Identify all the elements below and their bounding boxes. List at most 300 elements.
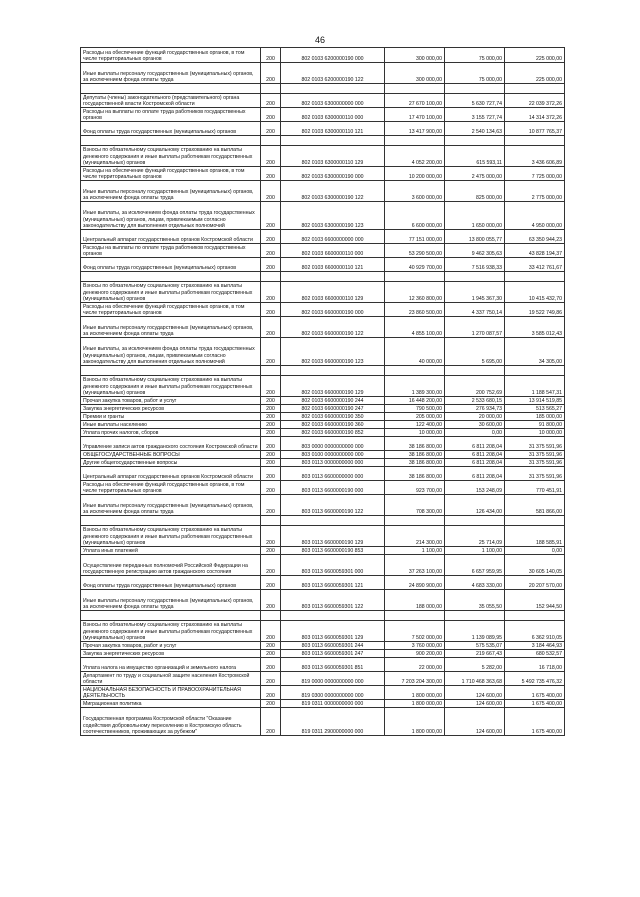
row-budget-code: 802 0103 6300000110 129 (281, 146, 385, 167)
row-budget-code: 803 0000 0000000000 000 (281, 437, 385, 451)
row-budget-code: 802 0103 6600000190 360 (281, 421, 385, 429)
table-row (81, 405, 565, 413)
row-unexecuted: 13 914 519,85 (505, 397, 565, 405)
row-executed: 13 800 055,77 (445, 230, 505, 244)
row-approved: 37 263 100,00 (385, 555, 445, 576)
row-approved: 300 000,00 (385, 48, 445, 63)
row-admin-code: 200 (261, 48, 281, 63)
row-admin-code (261, 84, 281, 94)
row-unexecuted: 16 718,00 (505, 658, 565, 672)
row-executed: 6 811 208,04 (445, 437, 505, 451)
row-executed: 4 683 330,00 (445, 576, 505, 590)
row-budget-code: 802 0103 6300000190 123 (281, 202, 385, 230)
row-unexecuted: 7 725 000,00 (505, 167, 565, 181)
row-name: Центральный аппарат государственных органов Костромской области (81, 467, 261, 481)
row-admin-code (261, 516, 281, 526)
row-budget-code: 819 0311 2900000000 000 (281, 708, 385, 736)
row-executed: 1 650 000,00 (445, 202, 505, 230)
row-budget-code: 803 0100 0000000000 000 (281, 451, 385, 459)
row-admin-code: 200 (261, 397, 281, 405)
row-name (81, 366, 261, 376)
row-executed: 575 535,07 (445, 642, 505, 650)
row-budget-code: 803 0113 6600059301 122 (281, 590, 385, 611)
row-name: Расходы на обеспечение функций государственных органов, в том числе территориальных органов (81, 481, 261, 495)
row-unexecuted: 31 375 591,96 (505, 451, 565, 459)
row-unexecuted: 1 188 547,31 (505, 376, 565, 397)
table-row (81, 658, 565, 672)
table-row (81, 181, 565, 202)
table-row (81, 108, 565, 122)
row-budget-code (281, 611, 385, 621)
row-approved (385, 611, 445, 621)
row-approved: 38 186 800,00 (385, 467, 445, 481)
row-unexecuted: 10 877 765,37 (505, 122, 565, 136)
table-row (81, 642, 565, 650)
row-name: Осуществление переданных полномочий Российской Федерации на государственную регистрацию актов гражданского состояния (81, 555, 261, 576)
row-executed: 6 657 959,95 (445, 555, 505, 576)
row-approved: 3 600 000,00 (385, 181, 445, 202)
row-budget-code (281, 366, 385, 376)
row-admin-code: 200 (261, 686, 281, 700)
table-row (81, 650, 565, 658)
row-name: Департамент по труду и социальной защите населения Костромской области (81, 672, 261, 686)
row-name: Взносы по обязательному социальному страхованию на выплаты денежного содержания и иные выплаты работникам государственных (муниципальных) органов (81, 282, 261, 303)
row-budget-code: 803 0113 6600000190 122 (281, 495, 385, 516)
row-budget-code: 802 0103 6600000190 000 (281, 303, 385, 317)
row-admin-code: 200 (261, 650, 281, 658)
row-admin-code: 200 (261, 658, 281, 672)
row-unexecuted (505, 611, 565, 621)
row-admin-code: 200 (261, 63, 281, 84)
table-row (81, 63, 565, 84)
row-approved: 790 500,00 (385, 405, 445, 413)
row-name: Расходы на обеспечение функций государственных органов, в том числе территориальных органов (81, 48, 261, 63)
row-approved: 7 203 204 300,00 (385, 672, 445, 686)
table-row (81, 244, 565, 258)
row-admin-code: 200 (261, 526, 281, 547)
row-admin-code (261, 272, 281, 282)
row-executed: 75 000,00 (445, 63, 505, 84)
row-admin-code: 200 (261, 181, 281, 202)
row-name: Расходы на обеспечение функций государственных органов, в том числе территориальных органов (81, 303, 261, 317)
row-budget-code: 802 0103 6300000190 122 (281, 181, 385, 202)
table-row (81, 421, 565, 429)
table-row (81, 48, 565, 63)
row-admin-code: 200 (261, 459, 281, 467)
row-unexecuted: 31 375 591,96 (505, 437, 565, 451)
row-admin-code: 200 (261, 429, 281, 437)
row-executed: 5 282,00 (445, 658, 505, 672)
row-approved: 12 360 800,00 (385, 282, 445, 303)
row-unexecuted: 1 675 400,00 (505, 708, 565, 736)
row-name (81, 516, 261, 526)
row-unexecuted: 152 944,50 (505, 590, 565, 611)
row-budget-code: 802 0103 6600000110 000 (281, 244, 385, 258)
row-name (81, 84, 261, 94)
row-unexecuted: 770 451,91 (505, 481, 565, 495)
row-executed: 9 462 305,63 (445, 244, 505, 258)
table-row (81, 459, 565, 467)
budget-table (80, 47, 565, 736)
row-name: Иные выплаты персоналу государственных (муниципальных) органов, за исключением фонда оплаты труда (81, 317, 261, 338)
row-unexecuted: 43 828 194,37 (505, 244, 565, 258)
row-name: Иные выплаты, за исключением фонда оплаты труда государственных (муниципальных) органов, лицам, привлекаемым согласно законодательству для выполнения отдельных полномочий (81, 338, 261, 366)
row-admin-code: 200 (261, 708, 281, 736)
row-name: Уплата налога на имущество организаций и земельного налога (81, 658, 261, 672)
row-budget-code: 803 0113 6600059301 129 (281, 621, 385, 642)
row-executed: 615 593,11 (445, 146, 505, 167)
table-row (81, 167, 565, 181)
row-admin-code: 200 (261, 338, 281, 366)
row-approved: 205 000,00 (385, 413, 445, 421)
row-admin-code: 200 (261, 303, 281, 317)
row-approved: 122 400,00 (385, 421, 445, 429)
row-name: Взносы по обязательному социальному страхованию на выплаты денежного содержания и иные выплаты работникам государственных (муниципальных) органов (81, 526, 261, 547)
row-admin-code: 200 (261, 167, 281, 181)
row-executed: 124 600,00 (445, 700, 505, 708)
row-budget-code: 802 0103 6600000190 852 (281, 429, 385, 437)
row-budget-code (281, 84, 385, 94)
table-row (81, 122, 565, 136)
table-row (81, 413, 565, 421)
table-row (81, 317, 565, 338)
row-approved (385, 272, 445, 282)
row-approved: 4 052 200,00 (385, 146, 445, 167)
row-executed: 30 600,00 (445, 421, 505, 429)
row-budget-code: 803 0113 6600059301 121 (281, 576, 385, 590)
row-approved (385, 366, 445, 376)
row-approved: 1 800 000,00 (385, 700, 445, 708)
table-row (81, 700, 565, 708)
table-row (81, 272, 565, 282)
row-admin-code: 200 (261, 244, 281, 258)
row-executed: 3 155 727,74 (445, 108, 505, 122)
row-approved: 38 186 800,00 (385, 437, 445, 451)
row-unexecuted: 22 039 372,26 (505, 94, 565, 108)
table-row (81, 451, 565, 459)
row-unexecuted: 10 000,00 (505, 429, 565, 437)
row-name: Премии и гранты (81, 413, 261, 421)
row-unexecuted: 1 675 400,00 (505, 686, 565, 700)
row-approved: 188 000,00 (385, 590, 445, 611)
row-executed (445, 611, 505, 621)
row-executed: 2 533 680,15 (445, 397, 505, 405)
row-unexecuted: 3 585 012,43 (505, 317, 565, 338)
row-budget-code: 803 0113 6600000190 853 (281, 547, 385, 555)
row-unexecuted: 20 207 570,00 (505, 576, 565, 590)
row-executed: 0,00 (445, 429, 505, 437)
table-row (81, 611, 565, 621)
row-admin-code: 200 (261, 202, 281, 230)
row-budget-code: 802 0103 6600000190 122 (281, 317, 385, 338)
row-executed: 6 811 208,04 (445, 451, 505, 459)
row-name: Иные выплаты персоналу государственных (муниципальных) органов, за исключением фонда оплаты труда (81, 495, 261, 516)
row-budget-code: 803 0113 6600059301 000 (281, 555, 385, 576)
row-executed: 5 630 727,74 (445, 94, 505, 108)
row-executed (445, 84, 505, 94)
row-executed: 124 600,00 (445, 686, 505, 700)
table-row (81, 467, 565, 481)
row-budget-code (281, 136, 385, 146)
row-admin-code: 200 (261, 576, 281, 590)
row-executed: 5 695,00 (445, 338, 505, 366)
row-executed: 1 710 468 363,68 (445, 672, 505, 686)
row-approved: 4 855 100,00 (385, 317, 445, 338)
row-executed: 126 434,00 (445, 495, 505, 516)
row-name: Фонд оплаты труда государственных (муниципальных) органов (81, 576, 261, 590)
row-approved: 900 200,00 (385, 650, 445, 658)
table-row (81, 555, 565, 576)
table-row (81, 397, 565, 405)
row-name: Центральный аппарат государственных органов Костромской области (81, 230, 261, 244)
row-unexecuted: 225 000,00 (505, 63, 565, 84)
row-executed: 35 055,50 (445, 590, 505, 611)
row-admin-code: 200 (261, 700, 281, 708)
row-admin-code: 200 (261, 590, 281, 611)
row-name: Взносы по обязательному социальному страхованию на выплаты денежного содержания и иные выплаты работникам государственных (муниципальных) органов (81, 376, 261, 397)
row-approved: 923 700,00 (385, 481, 445, 495)
row-approved: 1 100,00 (385, 547, 445, 555)
table-row (81, 366, 565, 376)
row-name: Взносы по обязательному социальному страхованию на выплаты денежного содержания и иные выплаты работникам государственных (муниципальных) органов (81, 146, 261, 167)
row-name (81, 272, 261, 282)
row-budget-code: 803 0113 6600000190 129 (281, 526, 385, 547)
row-name: Прочая закупка товаров, работ и услуг (81, 642, 261, 650)
row-approved: 10 200 000,00 (385, 167, 445, 181)
row-budget-code: 803 0113 6600059301 244 (281, 642, 385, 650)
row-unexecuted: 680 532,57 (505, 650, 565, 658)
row-admin-code: 200 (261, 621, 281, 642)
row-unexecuted: 30 605 140,05 (505, 555, 565, 576)
row-approved: 300 000,00 (385, 63, 445, 84)
row-approved: 214 300,00 (385, 526, 445, 547)
row-name: Прочая закупка товаров, работ и услуг (81, 397, 261, 405)
row-admin-code (261, 611, 281, 621)
row-budget-code: 802 0103 6600000190 129 (281, 376, 385, 397)
row-admin-code: 200 (261, 317, 281, 338)
row-executed: 1 945 367,30 (445, 282, 505, 303)
row-unexecuted (505, 272, 565, 282)
row-admin-code: 200 (261, 282, 281, 303)
row-admin-code: 200 (261, 94, 281, 108)
row-approved (385, 516, 445, 526)
row-approved: 38 186 800,00 (385, 451, 445, 459)
row-executed (445, 272, 505, 282)
row-unexecuted: 19 522 749,86 (505, 303, 565, 317)
row-budget-code: 802 0103 6600000110 129 (281, 282, 385, 303)
row-unexecuted (505, 516, 565, 526)
row-executed: 825 000,00 (445, 181, 505, 202)
row-unexecuted (505, 136, 565, 146)
row-executed (445, 366, 505, 376)
row-executed: 200 752,69 (445, 376, 505, 397)
row-budget-code: 803 0113 6600059301 247 (281, 650, 385, 658)
row-budget-code: 819 0000 0000000000 000 (281, 672, 385, 686)
table-row (81, 495, 565, 516)
row-approved: 23 860 500,00 (385, 303, 445, 317)
row-budget-code (281, 272, 385, 282)
row-budget-code: 819 0300 0000000000 000 (281, 686, 385, 700)
row-approved (385, 84, 445, 94)
row-budget-code: 802 0103 6300000190 000 (281, 167, 385, 181)
row-unexecuted: 185 000,00 (505, 413, 565, 421)
row-budget-code: 802 0103 6600000190 350 (281, 413, 385, 421)
row-unexecuted: 0,00 (505, 547, 565, 555)
row-admin-code (261, 366, 281, 376)
row-executed: 276 934,73 (445, 405, 505, 413)
row-name: Уплата иных платежей (81, 547, 261, 555)
row-budget-code: 802 0103 6600000110 121 (281, 258, 385, 272)
row-executed: 20 000,00 (445, 413, 505, 421)
table-row (81, 708, 565, 736)
row-approved: 6 600 000,00 (385, 202, 445, 230)
row-executed (445, 136, 505, 146)
table-row (81, 621, 565, 642)
row-budget-code: 803 0113 6600000190 000 (281, 481, 385, 495)
table-row (81, 303, 565, 317)
row-name: Депутаты (члены) законодательного (представительного) органа государственной власти Костромской области (81, 94, 261, 108)
table-row (81, 437, 565, 451)
row-admin-code: 200 (261, 555, 281, 576)
row-name: Другие общегосударственные вопросы (81, 459, 261, 467)
row-admin-code: 200 (261, 672, 281, 686)
row-unexecuted: 10 415 432,70 (505, 282, 565, 303)
row-name: Управление записи актов гражданского состояния Костромской области (81, 437, 261, 451)
row-approved (385, 136, 445, 146)
row-unexecuted: 581 866,00 (505, 495, 565, 516)
row-admin-code: 200 (261, 437, 281, 451)
row-unexecuted: 513 565,27 (505, 405, 565, 413)
row-budget-code: 802 0103 6300000110 121 (281, 122, 385, 136)
row-admin-code: 200 (261, 495, 281, 516)
row-budget-code: 803 0113 0000000000 000 (281, 459, 385, 467)
table-row (81, 146, 565, 167)
row-executed: 75 000,00 (445, 48, 505, 63)
row-approved: 53 290 500,00 (385, 244, 445, 258)
row-executed: 7 516 938,33 (445, 258, 505, 272)
row-approved: 38 186 800,00 (385, 459, 445, 467)
row-budget-code: 802 0103 6600000190 247 (281, 405, 385, 413)
row-admin-code: 200 (261, 451, 281, 459)
row-executed: 4 337 750,14 (445, 303, 505, 317)
table-row (81, 686, 565, 700)
row-name: Иные выплаты населению (81, 421, 261, 429)
table-row (81, 202, 565, 230)
row-approved: 24 890 900,00 (385, 576, 445, 590)
row-approved: 7 502 000,00 (385, 621, 445, 642)
row-admin-code: 200 (261, 146, 281, 167)
row-admin-code: 200 (261, 421, 281, 429)
row-approved: 40 929 700,00 (385, 258, 445, 272)
row-unexecuted (505, 366, 565, 376)
table-row (81, 516, 565, 526)
table-row (81, 338, 565, 366)
row-name: Расходы на выплаты по оплате труда работников государственных органов (81, 244, 261, 258)
row-executed: 153 248,09 (445, 481, 505, 495)
row-unexecuted: 3 184 464,93 (505, 642, 565, 650)
row-admin-code (261, 136, 281, 146)
row-budget-code (281, 516, 385, 526)
row-name: Иные выплаты персоналу государственных (муниципальных) органов, за исключением фонда оплаты труда (81, 181, 261, 202)
row-admin-code: 200 (261, 547, 281, 555)
row-name: Иные выплаты персоналу государственных (муниципальных) органов, за исключением фонда оплаты труда (81, 63, 261, 84)
row-executed: 2 540 134,63 (445, 122, 505, 136)
row-name: Фонд оплаты труда государственных (муниципальных) органов (81, 258, 261, 272)
table-row (81, 429, 565, 437)
row-name: Расходы на обеспечение функций государственных органов, в том числе территориальных органов (81, 167, 261, 181)
row-approved: 17 470 100,00 (385, 108, 445, 122)
row-executed: 1 100,00 (445, 547, 505, 555)
row-executed (445, 516, 505, 526)
row-budget-code: 802 0103 6600000190 123 (281, 338, 385, 366)
row-admin-code: 200 (261, 376, 281, 397)
row-executed: 1 270 087,57 (445, 317, 505, 338)
row-approved: 3 760 000,00 (385, 642, 445, 650)
table-row (81, 576, 565, 590)
row-name: Расходы на выплаты по оплате труда работников государственных органов (81, 108, 261, 122)
row-name: Иные выплаты, за исключением фонда оплаты труда государственных (муниципальных) органов, лицам, привлекаемым согласно законодательству для выполнения отдельных полномочий (81, 202, 261, 230)
row-approved: 1 800 000,00 (385, 708, 445, 736)
page-number: 46 (314, 35, 325, 45)
row-approved: 1 800 000,00 (385, 686, 445, 700)
row-approved: 22 000,00 (385, 658, 445, 672)
row-unexecuted (505, 84, 565, 94)
row-budget-code: 819 0311 0000000000 000 (281, 700, 385, 708)
row-budget-code: 802 0103 6600000190 244 (281, 397, 385, 405)
row-name: Иные выплаты персоналу государственных (муниципальных) органов, за исключением фонда оплаты труда (81, 590, 261, 611)
row-budget-code: 802 0103 6600000000 000 (281, 230, 385, 244)
row-name: Государственная программа Костромской области "Оказание содействия добровольному переселению в Костромскую область соотечественников, проживающих за рубежом" (81, 708, 261, 736)
row-executed: 124 600,00 (445, 708, 505, 736)
row-unexecuted: 6 362 910,05 (505, 621, 565, 642)
row-unexecuted: 14 314 372,26 (505, 108, 565, 122)
row-name: Закупка энергетических ресурсов (81, 405, 261, 413)
table-row (81, 94, 565, 108)
row-unexecuted: 31 375 591,96 (505, 459, 565, 467)
row-approved: 77 151 000,00 (385, 230, 445, 244)
table-row (81, 136, 565, 146)
row-admin-code: 200 (261, 481, 281, 495)
row-unexecuted: 4 950 000,00 (505, 202, 565, 230)
row-executed: 219 667,43 (445, 650, 505, 658)
row-approved: 40 000,00 (385, 338, 445, 366)
row-unexecuted: 33 412 761,67 (505, 258, 565, 272)
row-unexecuted: 2 775 000,00 (505, 181, 565, 202)
row-budget-code: 803 0113 6600000000 000 (281, 467, 385, 481)
row-admin-code: 200 (261, 108, 281, 122)
table-row (81, 526, 565, 547)
table-row (81, 590, 565, 611)
row-name: Фонд оплаты труда государственных (муниципальных) органов (81, 122, 261, 136)
row-unexecuted: 188 585,91 (505, 526, 565, 547)
row-unexecuted: 91 800,00 (505, 421, 565, 429)
row-executed: 6 811 208,04 (445, 459, 505, 467)
row-budget-code: 802 0103 6300000110 000 (281, 108, 385, 122)
row-admin-code: 200 (261, 413, 281, 421)
table-row (81, 282, 565, 303)
row-admin-code: 200 (261, 230, 281, 244)
row-approved: 13 417 900,00 (385, 122, 445, 136)
row-executed: 25 714,09 (445, 526, 505, 547)
row-name: Миграционная политика (81, 700, 261, 708)
table-row (81, 547, 565, 555)
table-row (81, 376, 565, 397)
row-name: Закупка энергетических ресурсов (81, 650, 261, 658)
row-executed: 6 811 208,04 (445, 467, 505, 481)
row-name: Взносы по обязательному социальному страхованию на выплаты денежного содержания и иные выплаты работникам государственных (муниципальных) органов (81, 621, 261, 642)
row-approved: 27 670 100,00 (385, 94, 445, 108)
row-admin-code: 200 (261, 642, 281, 650)
